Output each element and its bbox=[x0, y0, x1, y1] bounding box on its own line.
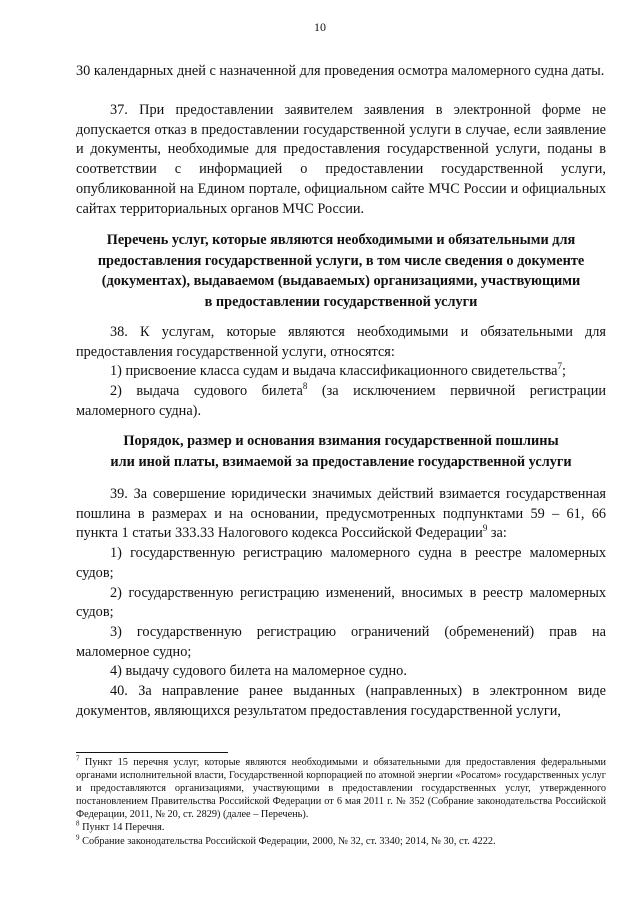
list-item: 1) присвоение класса судам и выдача классификационного свидетельства$^7$; bbox=[110, 361, 566, 380]
footnote-ref: 8 bbox=[302, 381, 308, 392]
list-item: 1) государственную регистрацию маломерного судна в реестре маломерных судов; bbox=[76, 545, 606, 581]
list-item: 4) выдачу судового билета на маломерное судно. bbox=[110, 663, 407, 680]
section-heading-state-fee bbox=[76, 431, 606, 472]
heading-line: Перечень услуг, которые являются необходимыми и обязательными для bbox=[106, 232, 576, 248]
paragraph-39-intro: 39. За совершение юридически значимых действий взимается государственная пошлина в размерах и на основании, предусмотренных подпунктами 59 – 61, 66 пункта 1 статьи 333.33 Налогового кодекса Российской Федерации$^9$ за: bbox=[76, 486, 606, 542]
page-number: 10 bbox=[314, 20, 326, 34]
heading-line: или иной платы, взимаемой за предоставление государственной услуги bbox=[110, 453, 572, 470]
paragraph-38 bbox=[76, 323, 606, 422]
heading-line: в предоставлении государственной услуги bbox=[204, 293, 478, 310]
list-item: 2) выдача судового билета$^8$ (за исключением первичной регистрации маломерного судна). bbox=[76, 381, 606, 419]
list-item: 3) государственную регистрацию ограничений (обременений) прав на маломерное судно; bbox=[76, 623, 606, 660]
footnote-ref: 7 bbox=[557, 361, 562, 372]
paragraph-38-intro: 38. К услугам, которые являются необходимыми и обязательными для предоставления государственной услуги, относятся: bbox=[76, 324, 606, 360]
heading-line: предоставления государственной услуги, в том числе сведения о документе bbox=[97, 252, 585, 269]
paragraph-40: 40. За направление ранее выданных (направленных) в электронном виде документов, являющихся результатом предоставления государственной услуги, bbox=[76, 683, 606, 719]
footnote-7: $^7$ Пункт 15 перечня услуг, которые являются необходимыми и обязательными для предоставления федеральными органами исполнительной власти, Государственной корпорацией по атомной энергии «Росатом» государственных услуг и предоставляются организациями, участвующими в предоставлении государственных услуг, утвержденного постановлением Правительства Российской Федерации от 6 мая 2011 г. № 352 (Собрание законодательства Российской Федерации, 2011, № 20, ст. 2829) (далее – Перечень). bbox=[76, 754, 606, 821]
paragraph-39 bbox=[76, 485, 606, 721]
footnote-9: $^9$ Собрание законодательства Российской Федерации, 2000, № 32, ст. 3340; 2014, № 30, ст. 4222. bbox=[76, 833, 496, 847]
footnote-8: $^8$ Пункт 14 Перечня. bbox=[76, 820, 165, 834]
heading-line: (документах), выдаваемом (выдаваемых) организациями, участвующими bbox=[101, 273, 581, 289]
paragraph-continuation: 30 календарных дней с назначенной для проведения осмотра маломерного судна даты. bbox=[76, 63, 605, 79]
paragraph-37: 37. При предоставлении заявителем заявления в электронной форме не допускается отказ в предоставлении государственной услуги в случае, если заявление и документы, необходимые для предоставления государственной услуги, поданы в соответствии с информацией о предоставлении государственной услуги, опубликованной на Едином портале, официальном сайте МЧС России и официальных сайтах территориальных органов МЧС России. bbox=[76, 102, 606, 217]
footnotes bbox=[76, 756, 606, 848]
section-heading-services-list bbox=[76, 230, 606, 312]
list-item: 2) государственную регистрацию изменений, вносимых в реестр маломерных судов; bbox=[76, 584, 606, 621]
footnote-separator bbox=[76, 752, 228, 753]
heading-line: Порядок, размер и основания взимания государственной пошлины bbox=[123, 433, 559, 449]
footnote-ref: 9 bbox=[482, 523, 488, 534]
